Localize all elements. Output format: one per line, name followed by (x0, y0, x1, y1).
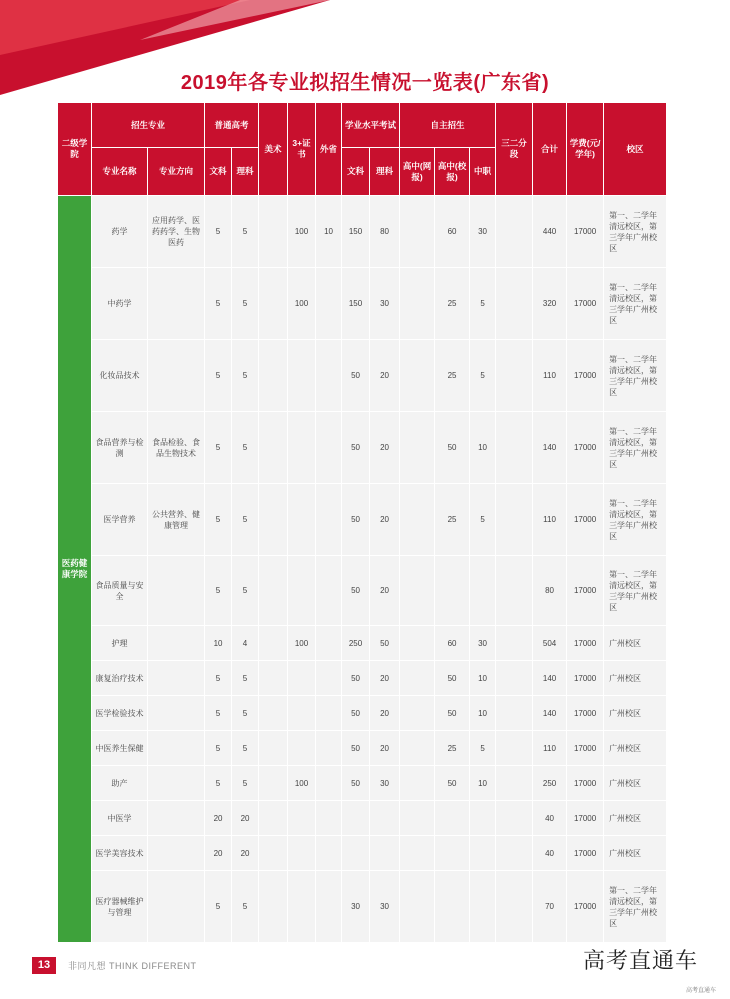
cell-campus: 第一、二学年清远校区，第三学年广州校区 (604, 268, 667, 340)
cell-zhongzhi (470, 871, 496, 943)
cell-out-province (316, 801, 342, 836)
cell-xueye-like: 20 (370, 340, 400, 412)
cell-wenke: 5 (205, 556, 232, 626)
cell-three-plus (288, 484, 316, 556)
table-body (58, 196, 667, 943)
cell-sanerfenduan (496, 268, 533, 340)
cell-like: 5 (232, 731, 259, 766)
header-sanerfenduan: 三二分段 (496, 103, 533, 196)
cell-three-plus (288, 412, 316, 484)
cell-xueye-like: 20 (370, 731, 400, 766)
footer-slogan: 非同凡想 THINK DIFFERENT (68, 961, 197, 971)
cell-wenke: 5 (205, 731, 232, 766)
cell-xueye-like: 30 (370, 871, 400, 943)
cell-gz-xiaobao (435, 556, 470, 626)
cell-major-name: 医学营养 (92, 484, 148, 556)
cell-xueye-wenke: 50 (342, 696, 370, 731)
cell-major-name: 医学美容技术 (92, 836, 148, 871)
cell-three-plus: 100 (288, 626, 316, 661)
cell-wenke: 5 (205, 766, 232, 801)
cell-fee: 17000 (567, 731, 604, 766)
cell-campus: 第一、二学年清远校区，第三学年广州校区 (604, 871, 667, 943)
header-xueye-wenke: 文科 (342, 148, 370, 196)
cell-xueye-like: 20 (370, 412, 400, 484)
cell-sanerfenduan (496, 661, 533, 696)
header-fee: 学费(元/学年) (567, 103, 604, 196)
cell-wenke: 5 (205, 871, 232, 943)
cell-wenke: 5 (205, 196, 232, 268)
cell-major-direction (148, 340, 205, 412)
cell-campus: 第一、二学年清远校区，第三学年广州校区 (604, 340, 667, 412)
table-row (58, 484, 667, 556)
cell-total: 250 (533, 766, 567, 801)
cell-three-plus (288, 836, 316, 871)
table-row (58, 412, 667, 484)
cell-wenke: 20 (205, 836, 232, 871)
cell-fee: 17000 (567, 766, 604, 801)
table-row (58, 196, 667, 268)
cell-xueye-like: 20 (370, 484, 400, 556)
brand-watermark-small: 高考直通车 (686, 988, 717, 994)
header-major-group: 招生专业 (92, 103, 205, 148)
cell-gz-xiaobao: 50 (435, 766, 470, 801)
cell-zhongzhi: 5 (470, 731, 496, 766)
cell-gz-wangbao (400, 268, 435, 340)
cell-major-direction: 公共营养、健康管理 (148, 484, 205, 556)
cell-xueye-wenke: 50 (342, 484, 370, 556)
header-wenke: 文科 (205, 148, 232, 196)
header-college: 二级学院 (58, 103, 92, 196)
cell-gz-xiaobao: 60 (435, 196, 470, 268)
cell-art (259, 871, 288, 943)
cell-gz-wangbao (400, 556, 435, 626)
cell-gz-wangbao (400, 626, 435, 661)
cell-like: 5 (232, 412, 259, 484)
cell-xueye-wenke: 250 (342, 626, 370, 661)
cell-xueye-like: 30 (370, 766, 400, 801)
cell-total: 70 (533, 871, 567, 943)
cell-gz-wangbao (400, 484, 435, 556)
cell-art (259, 766, 288, 801)
page-title: 2019年各专业拟招生情况一览表(广东省) (180, 72, 550, 94)
cell-total: 140 (533, 661, 567, 696)
cell-gz-wangbao (400, 661, 435, 696)
cell-xueye-wenke: 50 (342, 661, 370, 696)
cell-out-province (316, 626, 342, 661)
cell-major-direction (148, 871, 205, 943)
cell-fee: 17000 (567, 556, 604, 626)
cell-campus: 第一、二学年清远校区，第三学年广州校区 (604, 484, 667, 556)
cell-major-direction: 食品检验、食品生物技术 (148, 412, 205, 484)
cell-like: 5 (232, 340, 259, 412)
cell-three-plus (288, 871, 316, 943)
header-like: 理科 (232, 148, 259, 196)
cell-like: 20 (232, 836, 259, 871)
college-cell: 医药健康学院 (58, 196, 92, 943)
cell-sanerfenduan (496, 340, 533, 412)
cell-zhongzhi: 10 (470, 696, 496, 731)
cell-wenke: 5 (205, 340, 232, 412)
cell-like: 5 (232, 871, 259, 943)
cell-fee: 17000 (567, 871, 604, 943)
cell-out-province (316, 766, 342, 801)
cell-campus: 广州校区 (604, 696, 667, 731)
cell-like: 5 (232, 696, 259, 731)
cell-out-province (316, 836, 342, 871)
cell-gz-wangbao (400, 196, 435, 268)
cell-fee: 17000 (567, 484, 604, 556)
cell-xueye-wenke: 30 (342, 871, 370, 943)
cell-out-province (316, 556, 342, 626)
cell-zhongzhi: 10 (470, 766, 496, 801)
cell-major-name: 药学 (92, 196, 148, 268)
cell-campus: 广州校区 (604, 626, 667, 661)
cell-three-plus: 100 (288, 268, 316, 340)
cell-sanerfenduan (496, 484, 533, 556)
cell-three-plus (288, 731, 316, 766)
header-gz-wangbao: 高中(网报) (400, 148, 435, 196)
cell-major-name: 化妆品技术 (92, 340, 148, 412)
cell-fee: 17000 (567, 801, 604, 836)
cell-zhongzhi (470, 556, 496, 626)
header-gz-xiaobao: 高中(校报) (435, 148, 470, 196)
cell-zhongzhi: 5 (470, 268, 496, 340)
cell-campus: 第一、二学年清远校区，第三学年广州校区 (604, 556, 667, 626)
cell-xueye-wenke: 50 (342, 731, 370, 766)
cell-major-direction (148, 626, 205, 661)
header-zizhu-group: 自主招生 (400, 103, 496, 148)
cell-total: 110 (533, 340, 567, 412)
header-total: 合计 (533, 103, 567, 196)
cell-gz-wangbao (400, 696, 435, 731)
cell-campus: 广州校区 (604, 766, 667, 801)
cell-three-plus: 100 (288, 196, 316, 268)
cell-gz-xiaobao (435, 836, 470, 871)
cell-fee: 17000 (567, 340, 604, 412)
cell-xueye-like: 20 (370, 661, 400, 696)
header-xueye-group: 学业水平考试 (342, 103, 400, 148)
cell-art (259, 731, 288, 766)
cell-major-name: 助产 (92, 766, 148, 801)
cell-sanerfenduan (496, 556, 533, 626)
cell-like: 5 (232, 766, 259, 801)
cell-xueye-wenke: 150 (342, 196, 370, 268)
cell-major-name: 护理 (92, 626, 148, 661)
table-header (58, 103, 667, 196)
cell-major-name: 食品营养与检测 (92, 412, 148, 484)
cell-total: 504 (533, 626, 567, 661)
cell-gz-xiaobao: 50 (435, 661, 470, 696)
cell-total: 440 (533, 196, 567, 268)
cell-fee: 17000 (567, 196, 604, 268)
cell-art (259, 556, 288, 626)
cell-major-direction (148, 696, 205, 731)
cell-wenke: 5 (205, 696, 232, 731)
cell-zhongzhi: 30 (470, 196, 496, 268)
cell-three-plus (288, 556, 316, 626)
header-out-province: 外省 (316, 103, 342, 196)
cell-total: 140 (533, 412, 567, 484)
cell-out-province: 10 (316, 196, 342, 268)
table-row (58, 340, 667, 412)
cell-major-direction (148, 661, 205, 696)
header-major-direction: 专业方向 (148, 148, 205, 196)
cell-campus: 广州校区 (604, 836, 667, 871)
cell-out-province (316, 871, 342, 943)
cell-gz-wangbao (400, 340, 435, 412)
cell-total: 40 (533, 801, 567, 836)
cell-wenke: 5 (205, 661, 232, 696)
cell-gz-wangbao (400, 801, 435, 836)
cell-zhongzhi: 5 (470, 484, 496, 556)
cell-fee: 17000 (567, 661, 604, 696)
cell-campus: 广州校区 (604, 731, 667, 766)
cell-three-plus (288, 801, 316, 836)
cell-three-plus (288, 696, 316, 731)
cell-campus: 第一、二学年清远校区，第三学年广州校区 (604, 412, 667, 484)
table-row (58, 661, 667, 696)
cell-xueye-wenke: 50 (342, 556, 370, 626)
cell-gz-xiaobao: 50 (435, 696, 470, 731)
cell-art (259, 626, 288, 661)
cell-gz-xiaobao: 25 (435, 268, 470, 340)
cell-like: 5 (232, 196, 259, 268)
cell-fee: 17000 (567, 412, 604, 484)
cell-sanerfenduan (496, 766, 533, 801)
cell-major-name: 康复治疗技术 (92, 661, 148, 696)
cell-xueye-like: 30 (370, 268, 400, 340)
cell-fee: 17000 (567, 268, 604, 340)
cell-sanerfenduan (496, 871, 533, 943)
cell-xueye-wenke (342, 801, 370, 836)
cell-three-plus (288, 661, 316, 696)
table-row (58, 556, 667, 626)
table-row (58, 626, 667, 661)
cell-out-province (316, 268, 342, 340)
cell-xueye-wenke: 50 (342, 412, 370, 484)
cell-gz-wangbao (400, 766, 435, 801)
cell-zhongzhi: 30 (470, 626, 496, 661)
cell-art (259, 340, 288, 412)
header-art: 美术 (259, 103, 288, 196)
header-campus: 校区 (604, 103, 667, 196)
table-row (58, 801, 667, 836)
cell-major-direction (148, 801, 205, 836)
cell-out-province (316, 340, 342, 412)
cell-wenke: 10 (205, 626, 232, 661)
cell-major-direction (148, 766, 205, 801)
cell-like: 20 (232, 801, 259, 836)
cell-gz-wangbao (400, 412, 435, 484)
cell-gz-xiaobao (435, 871, 470, 943)
cell-xueye-like: 20 (370, 556, 400, 626)
cell-fee: 17000 (567, 626, 604, 661)
cell-xueye-like: 80 (370, 196, 400, 268)
cell-major-name: 中药学 (92, 268, 148, 340)
cell-three-plus: 100 (288, 766, 316, 801)
cell-out-province (316, 661, 342, 696)
cell-like: 4 (232, 626, 259, 661)
header-three-plus: 3+证书 (288, 103, 316, 196)
cell-fee: 17000 (567, 696, 604, 731)
cell-zhongzhi (470, 801, 496, 836)
cell-sanerfenduan (496, 731, 533, 766)
cell-sanerfenduan (496, 836, 533, 871)
cell-major-direction: 应用药学、医药药学、生物医药 (148, 196, 205, 268)
cell-total: 80 (533, 556, 567, 626)
cell-gz-xiaobao: 25 (435, 731, 470, 766)
cell-xueye-wenke (342, 836, 370, 871)
cell-xueye-wenke: 50 (342, 766, 370, 801)
table-row (58, 766, 667, 801)
cell-gz-wangbao (400, 871, 435, 943)
cell-like: 5 (232, 268, 259, 340)
cell-major-name: 中医养生保健 (92, 731, 148, 766)
cell-zhongzhi: 10 (470, 412, 496, 484)
table-row (58, 268, 667, 340)
cell-art (259, 196, 288, 268)
cell-gz-xiaobao: 25 (435, 484, 470, 556)
table-row (58, 871, 667, 943)
table-row (58, 731, 667, 766)
cell-xueye-like: 20 (370, 696, 400, 731)
cell-campus: 广州校区 (604, 661, 667, 696)
cell-major-direction (148, 731, 205, 766)
cell-art (259, 696, 288, 731)
enrollment-table (57, 102, 667, 943)
cell-zhongzhi: 10 (470, 661, 496, 696)
cell-like: 5 (232, 484, 259, 556)
cell-three-plus (288, 340, 316, 412)
cell-gz-wangbao (400, 836, 435, 871)
cell-like: 5 (232, 661, 259, 696)
cell-sanerfenduan (496, 696, 533, 731)
cell-wenke: 5 (205, 412, 232, 484)
cell-zhongzhi: 5 (470, 340, 496, 412)
cell-campus: 第一、二学年清远校区，第三学年广州校区 (604, 196, 667, 268)
cell-gz-xiaobao: 50 (435, 412, 470, 484)
cell-campus: 广州校区 (604, 801, 667, 836)
table-row (58, 696, 667, 731)
cell-gz-wangbao (400, 731, 435, 766)
cell-major-direction (148, 268, 205, 340)
cell-sanerfenduan (496, 801, 533, 836)
cell-out-province (316, 731, 342, 766)
cell-major-direction (148, 836, 205, 871)
cell-art (259, 268, 288, 340)
cell-out-province (316, 412, 342, 484)
cell-xueye-wenke: 150 (342, 268, 370, 340)
page-number: 13 (32, 957, 56, 974)
brand-watermark: 高考直通车 (583, 948, 699, 973)
cell-sanerfenduan (496, 196, 533, 268)
cell-major-name: 医学检验技术 (92, 696, 148, 731)
cell-art (259, 412, 288, 484)
cell-art (259, 484, 288, 556)
cell-major-name: 中医学 (92, 801, 148, 836)
header-xueye-like: 理科 (370, 148, 400, 196)
cell-zhongzhi (470, 836, 496, 871)
cell-gz-xiaobao (435, 801, 470, 836)
cell-wenke: 5 (205, 484, 232, 556)
cell-major-name: 医疗器械维护与管理 (92, 871, 148, 943)
cell-xueye-like: 50 (370, 626, 400, 661)
cell-xueye-like (370, 836, 400, 871)
cell-gz-xiaobao: 60 (435, 626, 470, 661)
cell-total: 110 (533, 731, 567, 766)
cell-total: 110 (533, 484, 567, 556)
cell-sanerfenduan (496, 626, 533, 661)
cell-out-province (316, 484, 342, 556)
cell-sanerfenduan (496, 412, 533, 484)
table-row (58, 836, 667, 871)
cell-xueye-like (370, 801, 400, 836)
header-major-name: 专业名称 (92, 148, 148, 196)
cell-total: 40 (533, 836, 567, 871)
cell-fee: 17000 (567, 836, 604, 871)
header-gaokao-group: 普通高考 (205, 103, 259, 148)
cell-total: 320 (533, 268, 567, 340)
cell-out-province (316, 696, 342, 731)
cell-art (259, 836, 288, 871)
cell-like: 5 (232, 556, 259, 626)
cell-major-direction (148, 556, 205, 626)
cell-gz-xiaobao: 25 (435, 340, 470, 412)
header-zhongzhi: 中职 (470, 148, 496, 196)
cell-xueye-wenke: 50 (342, 340, 370, 412)
cell-art (259, 661, 288, 696)
cell-wenke: 5 (205, 268, 232, 340)
cell-major-name: 食品质量与安全 (92, 556, 148, 626)
cell-total: 140 (533, 696, 567, 731)
cell-wenke: 20 (205, 801, 232, 836)
cell-art (259, 801, 288, 836)
